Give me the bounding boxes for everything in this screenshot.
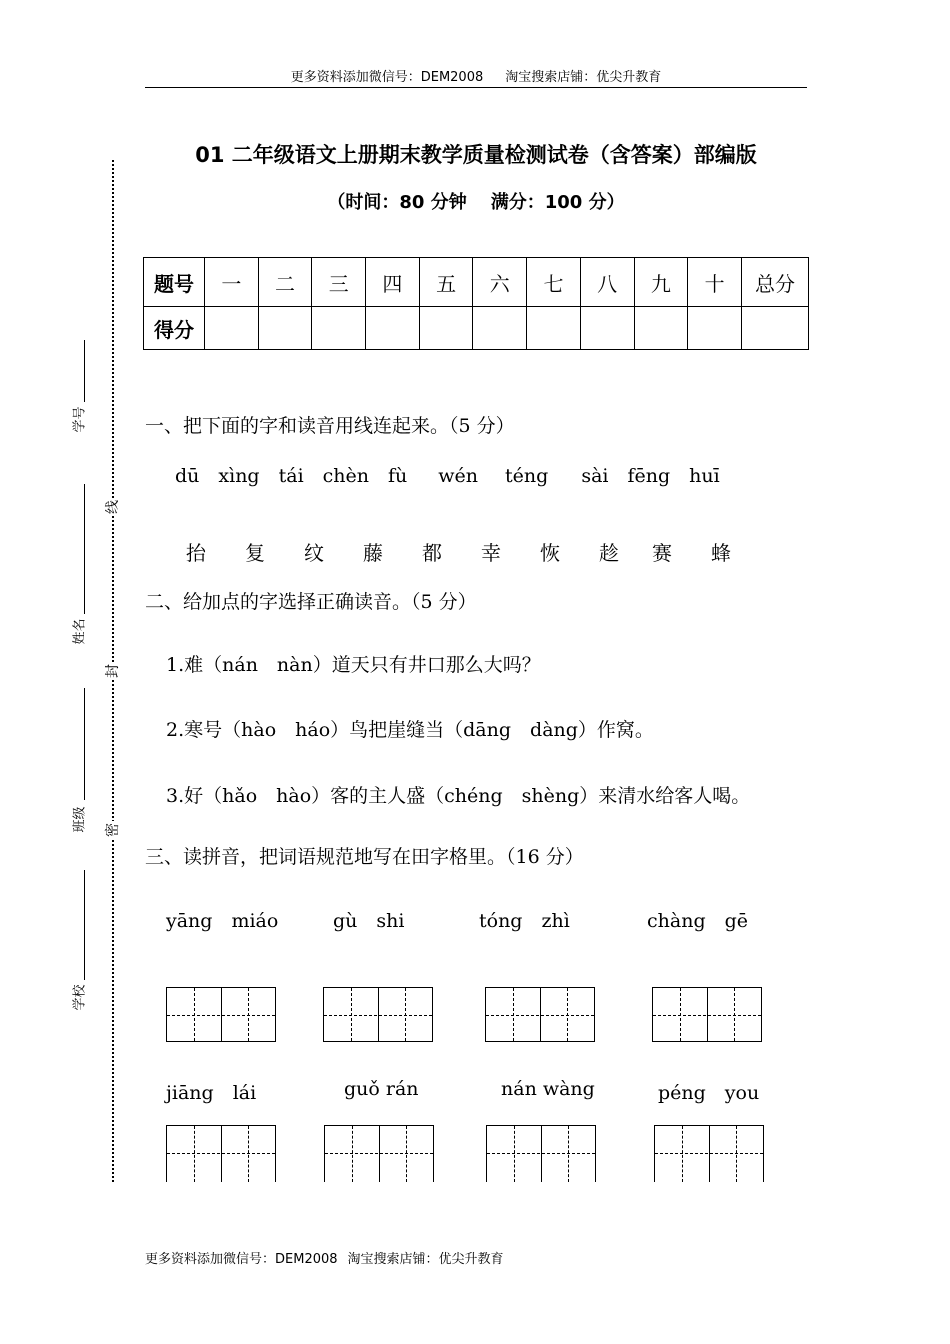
section1-heading: 一、把下面的字和读音用线连起来。（5 分）: [145, 415, 515, 437]
char-item: 复: [245, 541, 265, 565]
score-cell[interactable]: [580, 307, 634, 350]
col-3: 三: [312, 258, 366, 307]
score-table: [143, 257, 809, 350]
exam-title: 01 二年级语文上册期末教学质量检测试卷（含答案）部编版: [195, 143, 757, 167]
line-class[interactable]: [84, 688, 85, 800]
header-shop: 淘宝搜索店铺：优尖升教育: [505, 70, 662, 85]
tianzige-box[interactable]: [654, 1125, 764, 1182]
col-4: 四: [366, 258, 420, 307]
score-cell[interactable]: [205, 307, 259, 350]
score-cell[interactable]: [742, 307, 809, 350]
pinyin-item: wén: [438, 465, 479, 487]
col-8: 八: [580, 258, 634, 307]
section2-item-1: 1.难（nán nàn）道天只有井口那么大吗？: [166, 654, 541, 676]
word-pinyin: nán wàng: [501, 1078, 595, 1100]
section2-item-3: 3.好（hǎo hào）客的主人盛（chéng shèng）来清水给客人喝。: [166, 785, 751, 807]
char-item: 蜂: [711, 541, 731, 565]
char-item: 趁: [599, 541, 619, 565]
section1-char-row: [186, 537, 770, 566]
word-pinyin: guǒ rán: [344, 1078, 419, 1100]
char-item: 藤: [363, 541, 383, 565]
word-pinyin: tóng zhì: [479, 910, 570, 932]
word-pinyin: jiāng lái: [166, 1082, 257, 1104]
pinyin-item: sài: [581, 465, 609, 487]
label-class: 班级: [72, 806, 88, 833]
score-cell[interactable]: [688, 307, 742, 350]
header-rule: [145, 87, 807, 88]
time-limit: （时间：80 分钟: [327, 192, 467, 213]
score-cell[interactable]: [312, 307, 366, 350]
pinyin-item: tái: [278, 465, 304, 487]
section1-pinyin-row: [175, 465, 739, 487]
pinyin-item: dū: [175, 465, 200, 487]
seal-char-xian: 线: [102, 498, 122, 516]
col-6: 六: [473, 258, 527, 307]
col-total: 总分: [742, 258, 809, 307]
tianzige-box[interactable]: [323, 987, 433, 1042]
score-label: 得分: [144, 307, 205, 350]
full-score: 满分：100 分）: [490, 192, 625, 213]
score-cell[interactable]: [473, 307, 527, 350]
score-table-score-row: [144, 307, 809, 350]
tianzige-box[interactable]: [324, 1125, 434, 1182]
col-5: 五: [419, 258, 473, 307]
word-pinyin: chàng gē: [647, 910, 749, 932]
score-cell[interactable]: [366, 307, 420, 350]
section2-heading: 二、给加点的字选择正确读音。（5 分）: [145, 591, 477, 613]
line-name[interactable]: [84, 484, 85, 614]
col-2: 二: [258, 258, 312, 307]
word-pinyin: gù shi: [333, 910, 405, 932]
char-item: 恢: [540, 541, 560, 565]
char-item: 赛: [652, 541, 672, 565]
footer-shop: 淘宝搜索店铺：优尖升教育: [347, 1252, 504, 1267]
label-school: 学校: [72, 984, 88, 1011]
col-1: 一: [205, 258, 259, 307]
pinyin-item: fù: [388, 465, 408, 487]
score-table-header-row: [144, 258, 809, 307]
word-pinyin: péng you: [658, 1082, 760, 1104]
exam-subtitle: [145, 188, 807, 214]
score-cell[interactable]: [634, 307, 688, 350]
page-header: [145, 66, 807, 85]
line-school[interactable]: [84, 870, 85, 980]
char-item: 幸: [481, 541, 501, 565]
col-7: 七: [527, 258, 581, 307]
word-pinyin: yāng miáo: [166, 910, 279, 932]
seal-char-mi: 密: [102, 821, 122, 839]
col-9: 九: [634, 258, 688, 307]
pinyin-item: téng: [505, 465, 549, 487]
char-item: 抬: [186, 541, 206, 565]
section2-item-2: 2.寒号（hào háo）鸟把崖缝当（dāng dàng）作窝。: [166, 719, 654, 741]
tianzige-box[interactable]: [652, 987, 762, 1042]
score-cell[interactable]: [419, 307, 473, 350]
tianzige-box[interactable]: [485, 987, 595, 1042]
tianzige-box[interactable]: [486, 1125, 596, 1182]
label-student-id: 学号: [72, 406, 88, 433]
page-footer: [145, 1248, 504, 1267]
pinyin-item: xìng: [218, 465, 260, 487]
tianzige-box[interactable]: [166, 987, 276, 1042]
pinyin-item: huī: [689, 465, 720, 487]
col-10: 十: [688, 258, 742, 307]
char-item: 纹: [304, 541, 324, 565]
label-name: 姓名: [72, 618, 88, 645]
pinyin-item: fēng: [627, 465, 671, 487]
tianzige-box[interactable]: [166, 1125, 276, 1182]
section3-heading: 三、读拼音，把词语规范地写在田字格里。（16 分）: [145, 846, 584, 868]
pinyin-item: chèn: [322, 465, 370, 487]
score-cell[interactable]: [258, 307, 312, 350]
header-wechat: 更多资料添加微信号：DEM2008: [290, 70, 484, 85]
seal-char-feng: 封: [102, 662, 122, 680]
line-student-id[interactable]: [84, 340, 85, 402]
footer-wechat: 更多资料添加微信号：DEM2008: [145, 1252, 338, 1267]
question-number-label: 题号: [144, 258, 205, 307]
score-cell[interactable]: [527, 307, 581, 350]
char-item: 都: [422, 541, 442, 565]
